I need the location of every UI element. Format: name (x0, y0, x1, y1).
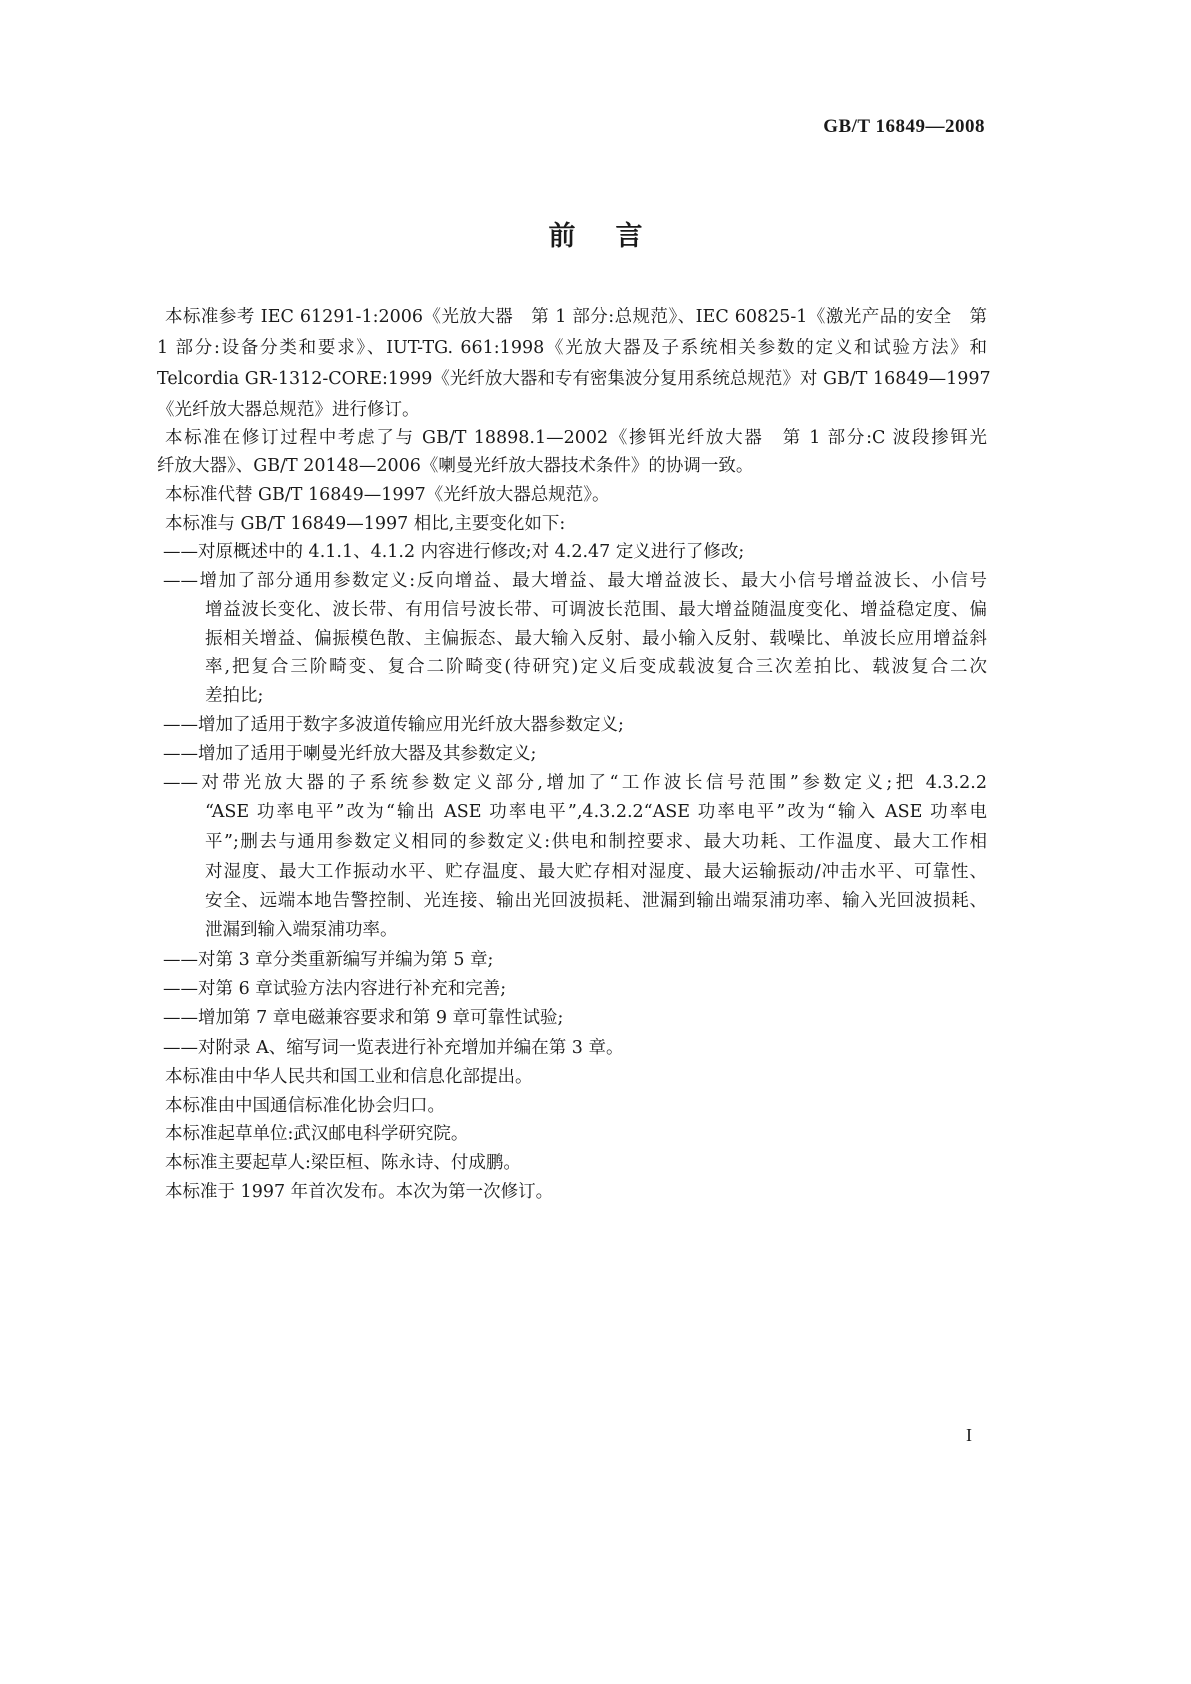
change-list-line: ——对第 3 章分类重新编写并编为第 5 章; (163, 950, 494, 970)
change-list-line: 平”;删去与通用参数定义相同的参数定义:供电和制控要求、最大功耗、工作温度、最大工作相 (205, 832, 987, 852)
paragraph-line: 本标准于 1997 年首次发布。本次为第一次修订。 (165, 1182, 554, 1202)
paragraph-line: 本标准起草单位:武汉邮电科学研究院。 (165, 1124, 469, 1144)
paragraph-line: 1 部分:设备分类和要求》、IUT-TG. 661:1998《光放大器及子系统相关参数的定义和试验方法》和 (157, 338, 987, 358)
paragraph-line: 《光纤放大器总规范》进行修订。 (157, 400, 420, 420)
change-list-line: ——对附录 A、缩写词一览表进行补充增加并编在第 3 章。 (163, 1038, 624, 1058)
change-list-line: ——对原概述中的 4.1.1、4.1.2 内容进行修改;对 4.2.47 定义进行了修改; (163, 542, 745, 562)
change-list-line: ——增加了适用于喇曼光纤放大器及其参数定义; (163, 744, 537, 764)
change-list-line: ——对带光放大器的子系统参数定义部分,增加了“工作波长信号范围”参数定义;把 4.3.2.2 (163, 773, 987, 793)
standard-number-header: GB/T 16849—2008 (823, 116, 985, 137)
change-list-line: ——对第 6 章试验方法内容进行补充和完善; (163, 979, 507, 999)
change-list-line: 泄漏到输入端泵浦功率。 (205, 920, 398, 940)
change-list-line: “ASE 功率电平”改为“输出 ASE 功率电平”,4.3.2.2“ASE 功率电平”改为“输入 ASE 功率电 (205, 802, 987, 822)
page-number: I (966, 1425, 972, 1445)
change-list-line: ——增加了部分通用参数定义:反向增益、最大增益、最大增益波长、最大小信号增益波长、小信号 (163, 571, 987, 591)
change-list-line: 率,把复合三阶畸变、复合二阶畸变(待研究)定义后变成载波复合三次差拍比、载波复合二次 (205, 657, 987, 677)
change-list-line: 安全、远端本地告警控制、光连接、输出光回波损耗、泄漏到输出端泵浦功率、输入光回波损耗、 (205, 891, 987, 911)
paragraph-line: 本标准由中国通信标准化协会归口。 (165, 1096, 445, 1116)
change-list-line: ——增加了适用于数字多波道传输应用光纤放大器参数定义; (163, 715, 624, 735)
paragraph-line: 本标准与 GB/T 16849—1997 相比,主要变化如下: (165, 514, 566, 534)
paragraph-line: 本标准代替 GB/T 16849—1997《光纤放大器总规范》。 (165, 485, 610, 505)
change-list-line: 振相关增益、偏振模色散、主偏振态、最大输入反射、最小输入反射、载噪比、单波长应用增益斜 (205, 629, 987, 649)
change-list-line: ——增加第 7 章电磁兼容要求和第 9 章可靠性试验; (163, 1008, 564, 1028)
change-list-line: 差拍比; (205, 686, 264, 706)
change-list-line: 对湿度、最大工作振动水平、贮存温度、最大贮存相对湿度、最大运输振动/冲击水平、可靠性、 (205, 862, 987, 882)
paragraph-line: Telcordia GR-1312-CORE:1999《光纤放大器和专有密集波分复用系统总规范》对 GB/T 16849—1997 (157, 369, 991, 389)
paragraph-line: 本标准主要起草人:梁臣桓、陈永诗、付成鹏。 (165, 1153, 521, 1173)
paragraph-line: 本标准在修订过程中考虑了与 GB/T 18898.1—2002《掺铒光纤放大器 第 1 部分:C 波段掺铒光 (165, 428, 987, 448)
page-title: 前言 (548, 221, 683, 252)
paragraph-line: 纤放大器》、GB/T 20148—2006《喇曼光纤放大器技术条件》的协调一致。 (157, 456, 754, 476)
paragraph-line: 本标准由中华人民共和国工业和信息化部提出。 (165, 1067, 533, 1087)
paragraph-line: 本标准参考 IEC 61291-1:2006《光放大器 第 1 部分:总规范》、IEC 60825-1《激光产品的安全 第 (165, 307, 987, 327)
change-list-line: 增益波长变化、波长带、有用信号波长带、可调波长范围、最大增益随温度变化、增益稳定度、偏 (205, 600, 987, 620)
